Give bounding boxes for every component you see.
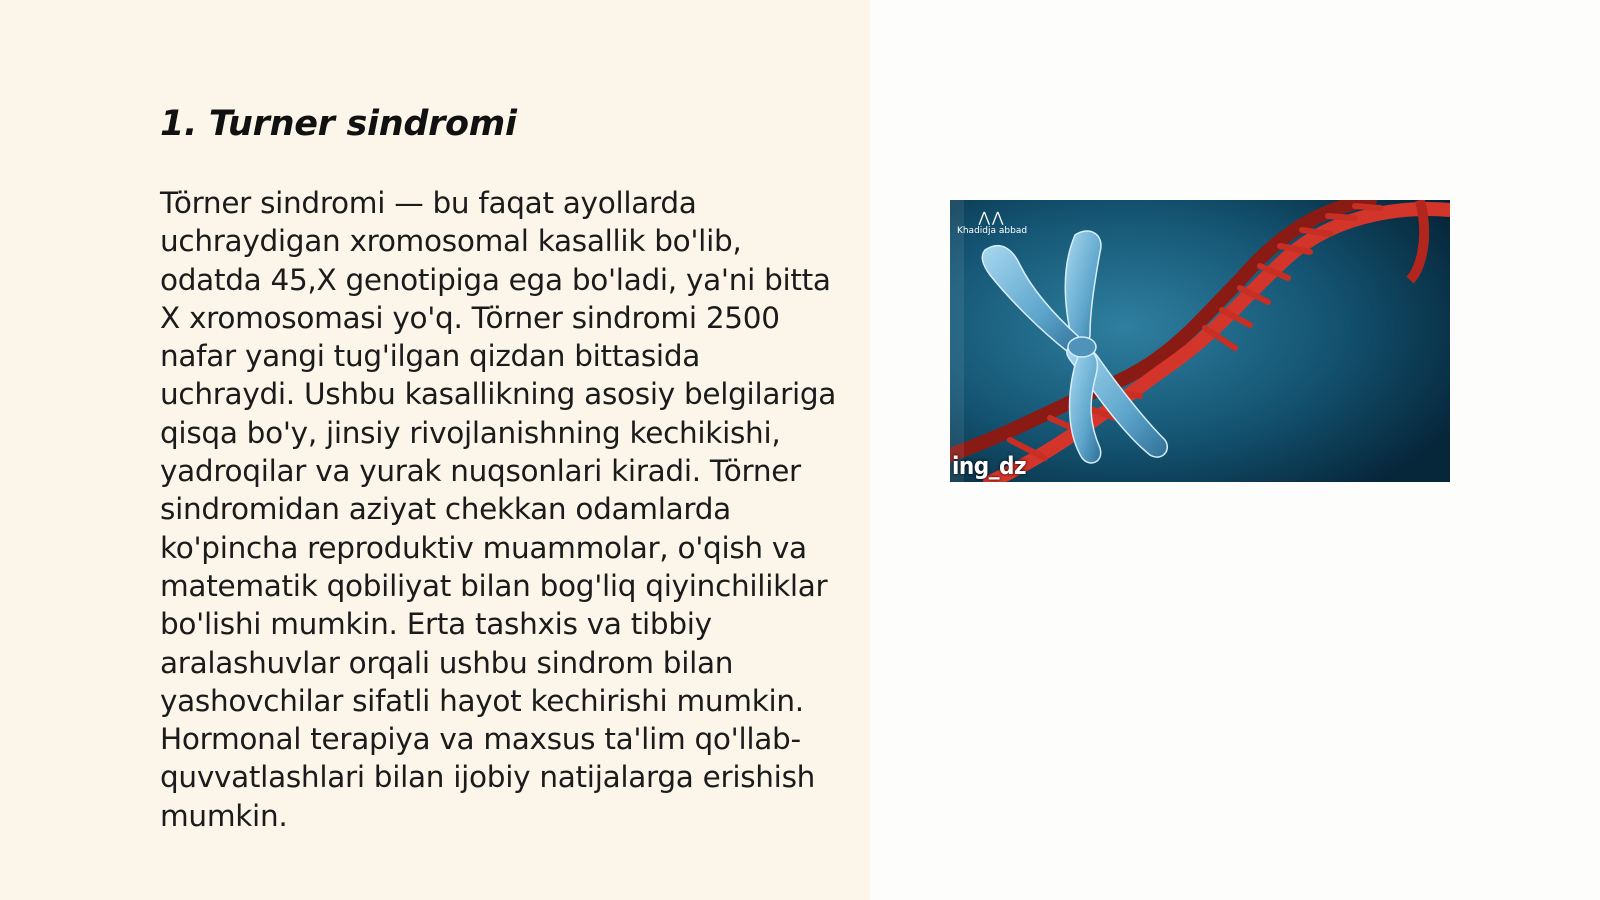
antler-logo-icon: ⋀⋀ (978, 210, 1006, 226)
watermark-text: Khadidja abbad (956, 226, 1028, 236)
watermark-logo (952, 210, 1032, 236)
slide-title: 1. Turner sindromi (160, 104, 517, 144)
dna-chromosome-illustration (950, 200, 1450, 482)
slide-body-text: Törner sindromi — bu faqat ayollarda uchraydigan xromosomal kasallik bo'lib, odatda 45,X genotipiga ega bo'ladi, ya'ni bitta X xromosomasi yo'q. Törner sindromi 2500 nafar yangi tug'ilgan qizdan bittasida uchraydi. Ushbu kasallikning asosiy belgilariga qisqa bo'y, jinsiy rivojlanishning kechikishi, yadroqilar va yurak nuqsonlari kiradi. Törner sindromidan aziyat chekkan odamlarda ko'pincha reproduktiv muammolar, o'qish va matematik qobiliyat bilan bog'liq qiyinchiliklar bo'lishi mumkin. Erta tashxis va tibbiy aralashuvlar orqali ushbu sindrom bilan yashovchilar sifatli hayot kechirishi mumkin. Hormonal terapiya va maxsus ta'lim qo'llab-quvvatlashlari bilan ijobiy natijalarga erishish mumkin. (160, 186, 837, 833)
image-caption: ing_dz (952, 452, 1027, 480)
dna-chromosome-image (950, 200, 1450, 482)
